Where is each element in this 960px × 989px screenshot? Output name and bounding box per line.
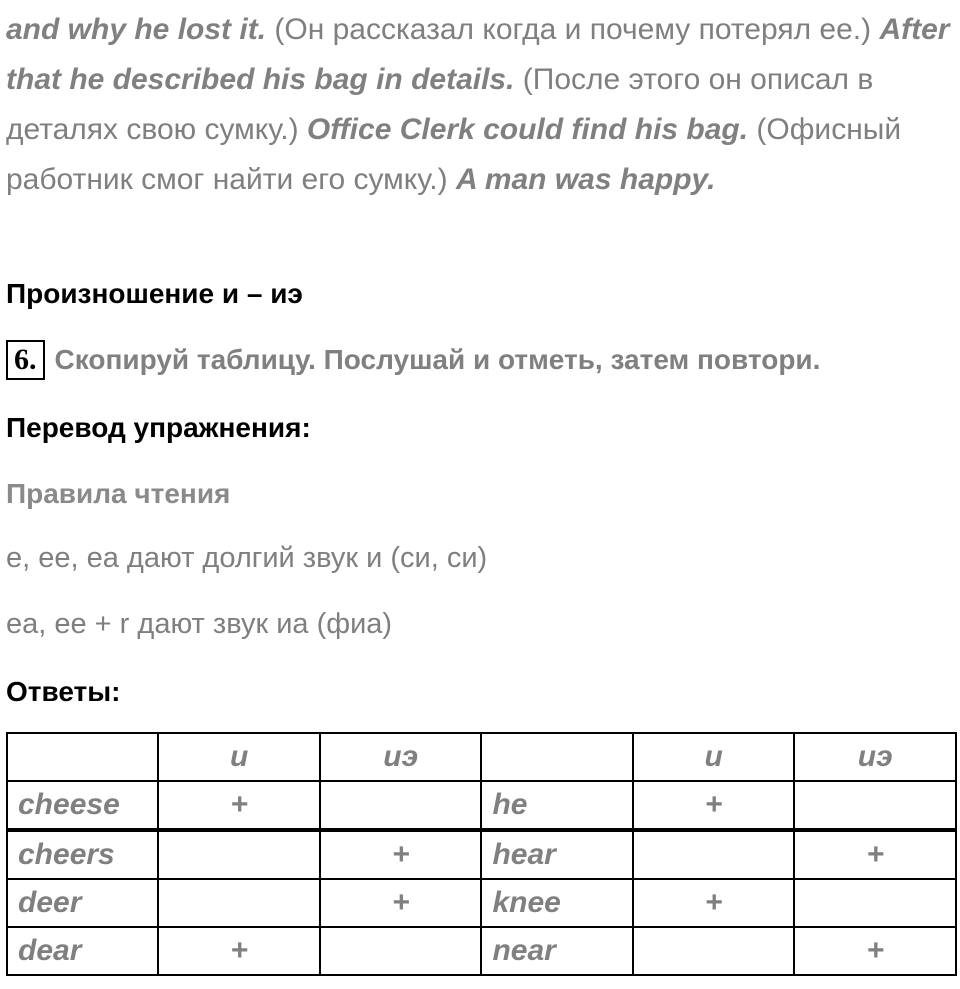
- table-cell-mark: +: [158, 927, 320, 975]
- story-text-2: (После этого он описал в деталях свою сумку.): [6, 63, 874, 146]
- table-header-cell: [481, 733, 632, 781]
- exercise-number: 6.: [6, 340, 45, 380]
- exercise-title: [6, 340, 820, 380]
- table-cell-mark: +: [320, 879, 482, 927]
- table-header-row: [7, 733, 956, 781]
- table-cell-word: hear: [481, 830, 632, 879]
- document-page: [6, 0, 956, 967]
- table-row: [7, 879, 956, 927]
- story-bold-1: and why he lost it.: [6, 13, 267, 46]
- table-header-cell: и: [158, 733, 320, 781]
- table-cell-word: cheers: [7, 830, 158, 879]
- table-cell-mark: [320, 781, 482, 830]
- table-row: [7, 927, 956, 975]
- story-bold-4: A man was happy.: [455, 163, 716, 196]
- exercise-text: Скопируй таблицу. Послушай и отметь, затем повтори.: [54, 344, 821, 375]
- table-cell-mark: [158, 879, 320, 927]
- story-bold-2: After that he described his bag in details.: [6, 13, 950, 96]
- table-cell-mark: +: [633, 879, 795, 927]
- table-cell-mark: [794, 781, 956, 830]
- table-header-cell: [7, 733, 158, 781]
- table-cell-word: dear: [7, 927, 158, 975]
- story-text-3: (Офисный работник смог найти его сумку.): [6, 113, 902, 196]
- table-cell-word: deer: [7, 879, 158, 927]
- table-cell-mark: +: [320, 830, 482, 879]
- pronunciation-heading: Произношение и – иэ: [6, 278, 303, 309]
- table-header-cell: иэ: [794, 733, 956, 781]
- answers-table: [6, 732, 957, 976]
- table-cell-mark: +: [633, 781, 795, 830]
- table-cell-mark: +: [158, 781, 320, 830]
- table-cell-mark: [794, 879, 956, 927]
- story-paragraph: [6, 5, 951, 205]
- story-bold-3: Office Clerk could find his bag.: [306, 113, 749, 146]
- table-cell-mark: +: [794, 830, 956, 879]
- rules-heading: Правила чтения: [6, 478, 231, 509]
- table-row: [7, 830, 956, 879]
- table-cell-mark: [633, 927, 795, 975]
- table-header-cell: иэ: [320, 733, 482, 781]
- rule-1: e, ee, ea дают долгий звук и (си, си): [6, 542, 488, 574]
- translation-heading: Перевод упражнения:: [6, 412, 311, 443]
- table-cell-mark: [158, 830, 320, 879]
- table-cell-mark: +: [794, 927, 956, 975]
- table-cell-word: near: [481, 927, 632, 975]
- answers-heading: Ответы:: [6, 676, 121, 707]
- table-cell-word: knee: [481, 879, 632, 927]
- table-cell-word: cheese: [7, 781, 158, 830]
- story-text-1: (Он рассказал когда и почему потерял ее.): [266, 13, 880, 46]
- table-header-cell: и: [633, 733, 795, 781]
- table-cell-word: he: [481, 781, 632, 830]
- table-cell-mark: [633, 830, 795, 879]
- table-cell-mark: [320, 927, 482, 975]
- table-row: [7, 781, 956, 830]
- rule-2: ea, ee + r дают звук иа (фиа): [6, 608, 393, 640]
